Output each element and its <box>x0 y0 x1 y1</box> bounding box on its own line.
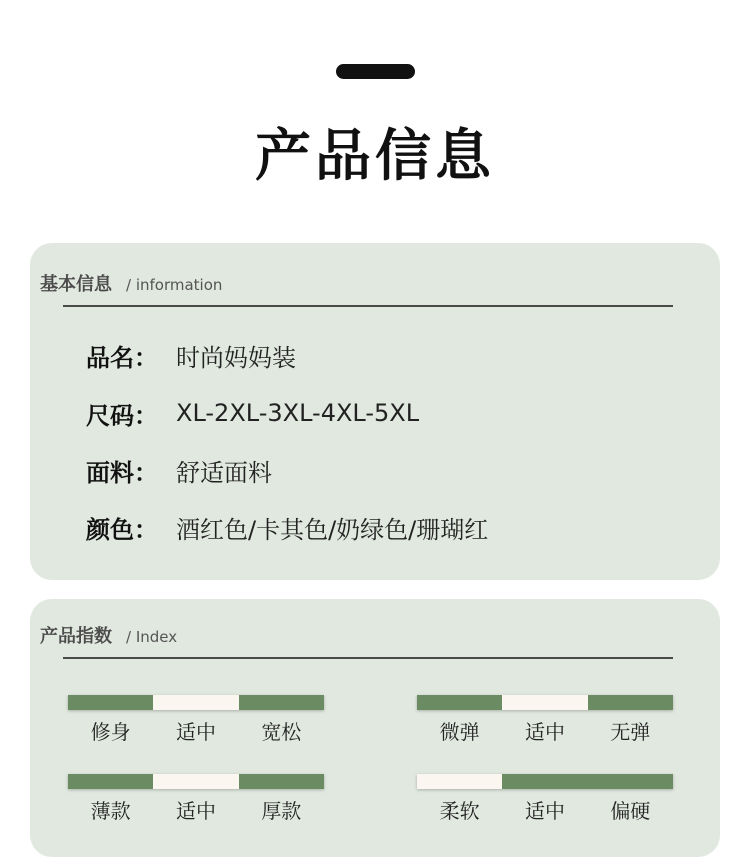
info-row-color <box>86 510 488 544</box>
scale-fit <box>68 695 324 745</box>
info-label: 尺码： <box>86 401 158 430</box>
basic-info-divider <box>63 305 673 307</box>
info-row-size <box>86 396 419 430</box>
info-value: 舒适面料 <box>176 458 272 487</box>
product-index-header-en: / Index <box>126 628 178 646</box>
product-index-header <box>40 622 177 648</box>
scale-label: 无弹 <box>610 720 651 744</box>
scale-thickness <box>68 774 324 824</box>
scale-label: 宽松 <box>261 720 302 744</box>
info-value: 时尚妈妈装 <box>176 343 296 372</box>
scale-bar <box>68 774 324 789</box>
info-label: 颜色： <box>86 515 158 544</box>
scale-segment <box>239 774 324 789</box>
scale-segment <box>68 695 153 710</box>
scale-segment <box>68 774 153 789</box>
info-label: 面料： <box>86 458 158 487</box>
page-title: 产品信息 <box>255 124 495 189</box>
scale-bar <box>417 774 673 789</box>
scale-elasticity <box>417 695 673 745</box>
info-value: 酒红色/卡其色/奶绿色/珊瑚红 <box>176 515 489 544</box>
scale-segment <box>417 695 502 710</box>
scale-segment <box>417 774 502 789</box>
decorative-top-bar <box>336 64 415 79</box>
basic-info-header-en: / information <box>126 276 223 294</box>
info-label: 品名： <box>86 343 158 372</box>
product-index-divider <box>63 657 673 659</box>
scale-label: 厚款 <box>261 799 302 823</box>
scale-segment <box>502 695 587 710</box>
scale-label: 微弹 <box>439 720 480 744</box>
scale-segment <box>239 695 324 710</box>
info-row-name <box>86 338 296 372</box>
info-row-fabric <box>86 453 272 487</box>
scale-bar <box>68 695 324 710</box>
scale-label: 适中 <box>524 799 565 823</box>
scale-segment <box>153 774 238 789</box>
basic-info-header-cn: 基本信息 <box>40 274 112 295</box>
scale-label: 薄款 <box>90 799 131 823</box>
scale-segment <box>502 774 587 789</box>
scale-label: 适中 <box>175 799 216 823</box>
scale-segment <box>588 774 673 789</box>
scale-label: 适中 <box>524 720 565 744</box>
scale-softness <box>417 774 673 824</box>
basic-info-header <box>40 270 222 296</box>
info-value: XL-2XL-3XL-4XL-5XL <box>176 399 420 427</box>
product-index-header-cn: 产品指数 <box>40 626 112 647</box>
scale-label: 柔软 <box>439 799 480 823</box>
scale-label: 修身 <box>90 720 131 744</box>
scale-label: 适中 <box>175 720 216 744</box>
scale-bar <box>417 695 673 710</box>
scale-segment <box>153 695 238 710</box>
scale-label: 偏硬 <box>610 799 651 823</box>
scale-segment <box>588 695 673 710</box>
